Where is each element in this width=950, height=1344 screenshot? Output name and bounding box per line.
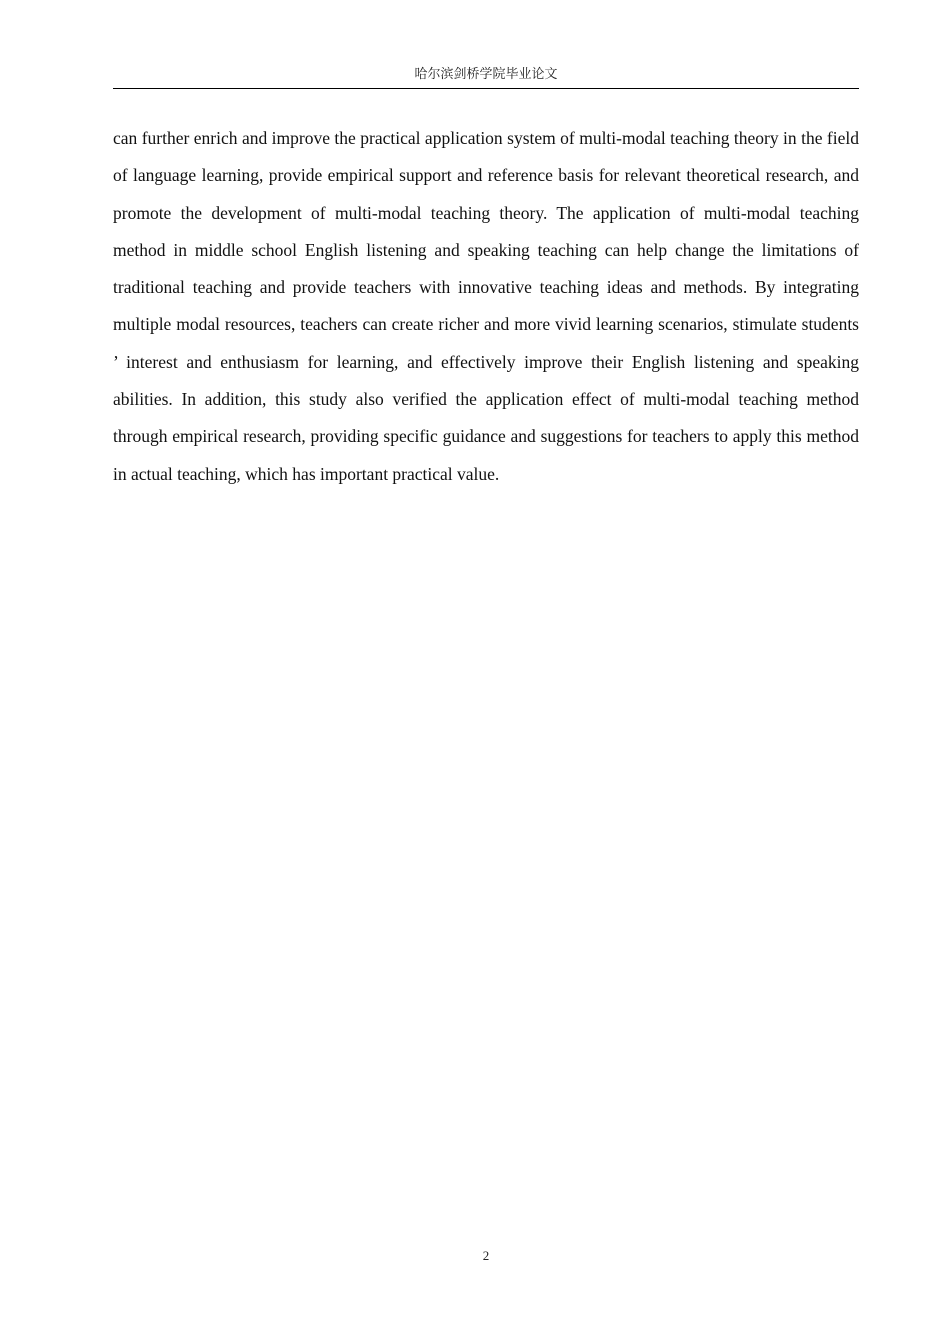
header-divider	[113, 88, 859, 89]
running-header: 哈尔滨剑桥学院毕业论文	[414, 67, 558, 82]
body-paragraph: can further enrich and improve the practical application system of multi-modal teaching theory in the field of language learning, provide empirical support and reference basis for relevant theoretical research, and promote the development of multi-modal teaching theory. The application of multi-modal teaching method in middle school English listening and speaking teaching can help change the limitations of traditional teaching and provide teachers with innovative teaching ideas and methods. By integrating multiple modal resources, teachers can create richer and more vivid learning scenarios, stimulate students ’ interest and enthusiasm for learning, and effectively improve their English listening and speaking abilities. In addition, this study also verified the application effect of multi-modal teaching method through empirical research, providing specific guidance and suggestions for teachers to apply this method in actual teaching, which has important practical value.	[113, 128, 859, 484]
page-number: 2	[482, 1248, 490, 1263]
